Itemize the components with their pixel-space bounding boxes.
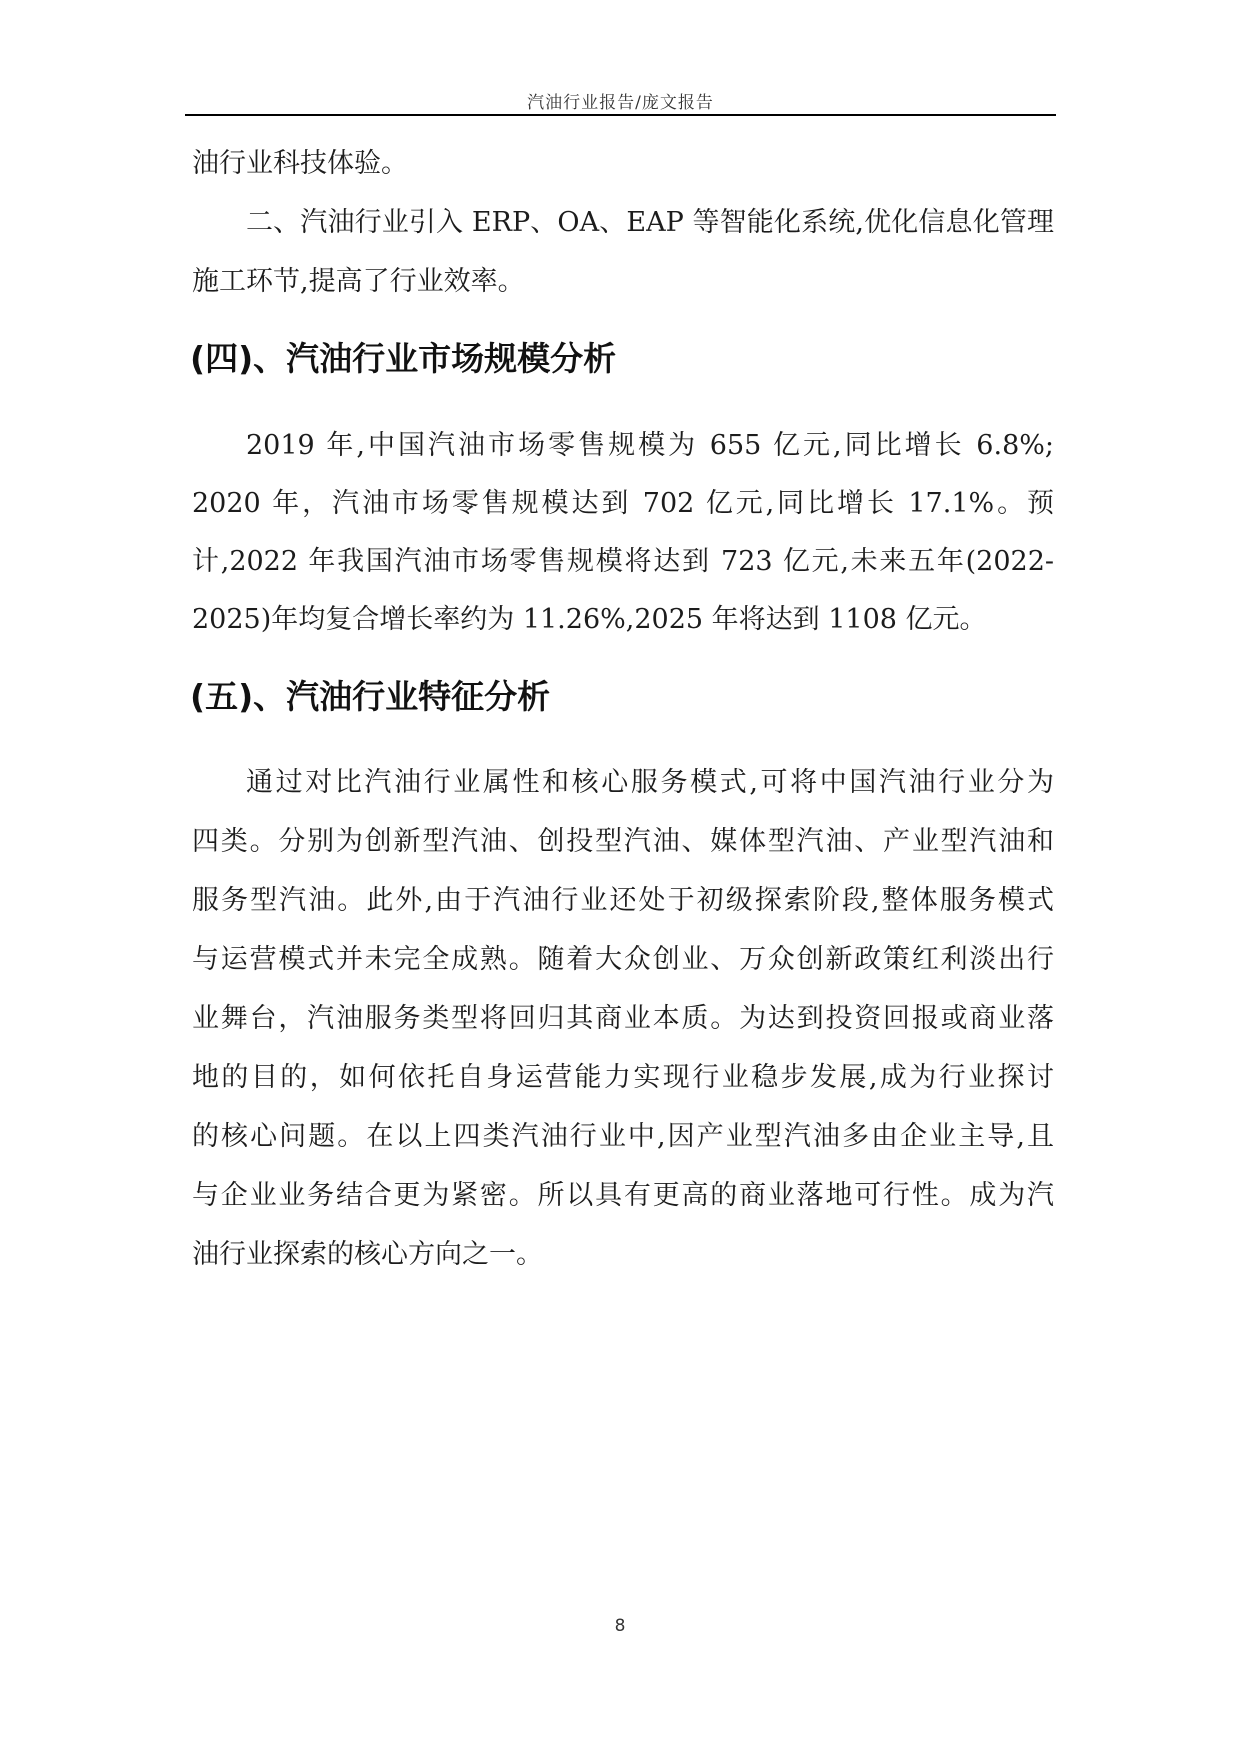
text-line: 服务型汽油。此外,由于汽油行业还处于初级探索阶段,整体服务模式 — [192, 885, 1054, 916]
text-line: 通过对比汽油行业属性和核心服务模式,可将中国汽油行业分为 — [246, 767, 1054, 798]
text-line: 与企业业务结合更为紧密。所以具有更高的商业落地可行性。成为汽 — [192, 1180, 1054, 1211]
text-line: 二、汽油行业引入 ERP、OA、EAP 等智能化系统,优化信息化管理 — [246, 207, 1054, 238]
text-line: 施工环节,提高了行业效率。 — [192, 266, 525, 297]
header-rule — [185, 114, 1056, 116]
text-line: 2020 年，汽油市场零售规模达到 702 亿元,同比增长 17.1%。预 — [192, 488, 1054, 519]
text-line: 油行业科技体验。 — [192, 148, 408, 179]
text-line: 2025)年均复合增长率约为 11.26%,2025 年将达到 1108 亿元。 — [192, 604, 987, 635]
text-line: 油行业探索的核心方向之一。 — [192, 1239, 543, 1270]
section-heading: (四)、汽油行业市场规模分析 — [190, 339, 617, 378]
text-line: 2019 年,中国汽油市场零售规模为 655 亿元,同比增长 6.8%; — [246, 430, 1054, 461]
text-line: 的核心问题。在以上四类汽油行业中,因产业型汽油多由企业主导,且 — [192, 1121, 1054, 1152]
text-line: 业舞台，汽油服务类型将回归其商业本质。为达到投资回报或商业落 — [192, 1003, 1054, 1034]
text-line: 计,2022 年我国汽油市场零售规模将达到 723 亿元,未来五年(2022- — [192, 546, 1054, 577]
page-number: 8 — [614, 1616, 626, 1636]
text-line: 与运营模式并未完全成熟。随着大众创业、万众创新政策红利淡出行 — [192, 944, 1054, 975]
text-line: 四类。分别为创新型汽油、创投型汽油、媒体型汽油、产业型汽油和 — [192, 826, 1054, 857]
text-line: 地的目的，如何依托自身运营能力实现行业稳步发展,成为行业探讨 — [192, 1062, 1054, 1093]
section-heading: (五)、汽油行业特征分析 — [190, 677, 551, 716]
running-header: 汽油行业报告/庞文报告 — [527, 93, 714, 113]
